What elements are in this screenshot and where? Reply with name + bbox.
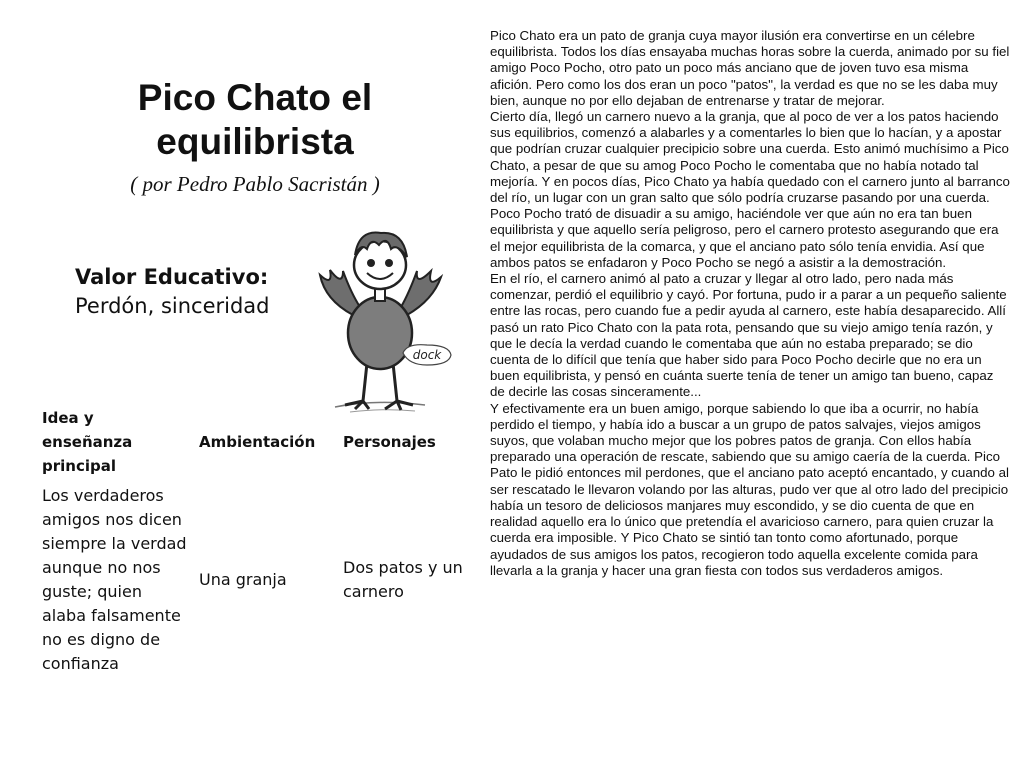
story-paragraph: Pico Chato era un pato de granja cuya mayor ilusión era convertirse en un célebre equilibrista. Todos los días ensayaba muchas horas sobre la cuerda, animado por su fiel amigo Poco Pocho, otro pato un poco más anciano que de joven tuvo esa misma afición. Pero como los dos eran un poco "patos", la verdad es que no se les daba muy bien, aunque no por ello dejaban de entrenarse y tratar de mejorar.: [490, 28, 1010, 108]
header-idea: Idea y enseñanza principal: [42, 409, 133, 475]
table-header-row: [36, 400, 476, 484]
cell-personajes: Dos patos y un carnero: [343, 558, 463, 601]
header-personajes: Personajes: [343, 433, 436, 451]
story-paragraph: Y efectivamente era un buen amigo, porque sabiendo lo que iba a ocurrir, no había perdido el tiempo, y había ido a buscar a un grupo de patos salvajes, viejos amigos suyos, que volaban mucho mejor que los pobres patos de granja. Con ellos había preparado una operación de rescate, sabiendo que su amigo caería de la cuerda. Pico Pato le pidió entonces mil perdones, que el anciano pato aceptó encantado, y cuando al ser rescatado le llevaron volando por las alturas, pudo ver que al otro lado del precipicio había un tesoro de deliciosos manjares muy escondido, y se dio cuenta de que en realidad aquello era lo único que pretendía el avaricioso carnero, para quien cruzar la cuerda era imposible. Y Pico Chato se sintió tan tonto como afortunado, porque ayudados de sus amigos los patos, recogieron todo aquella excelente comida para llevarla a la granja y hacer una gran fiesta con todos sus verdaderos amigos.: [490, 400, 1009, 578]
valor-educativo-label: Valor Educativo:: [75, 265, 269, 289]
story-paragraph: En el río, el carnero animó al pato a cruzar y llegar al otro lado, pero nada más comenzar, perdió el equilibrio y cayó. Por fortuna, pudo ir a parar a un pequeño saliente entre las rocas, pero cuando fue a pedir ayuda al carnero, este había desaparecido. Allí pasó un rato Pico Chato con la pata rota, pensando que su viejo amigo tenía razón, y que le decía la verdad cuando le comentaba que aún no estaba preparado; se dio cuenta de lo difícil que tenía que haber sido para Poco Pocho decirle que no era un buen equilibrista, y pensó en cuánta suerte tenía de tener un amigo tan bueno, capaz de decirle las cosas sinceramente...: [490, 271, 1007, 400]
story-paragraph: Cierto día, llegó un carnero nuevo a la granja, que al poco de ver a los patos haciendo sus equilibrios, comenzó a alabarles y a comentarles lo bien que lo hacían, y a apostar que podrían cruzar cualquier precipicio sobre una cuerda. Esto animó muchísimo a Pico Chato, a pesar de que su amog Poco Pocho le comentaba que no había notado tal mejoría. Y en pocos días, Pico Chato ya había quedado con el carnero junto al barranco del río, un lugar con un gran salto que sólo podría cruzarse pasando por una cuerda.: [490, 109, 1010, 206]
summary-table: [36, 400, 476, 676]
story-text: [490, 28, 1010, 579]
duck-caption: dock: [412, 348, 442, 362]
header-ambientacion: Ambientación: [199, 433, 316, 451]
table-row: [36, 484, 476, 676]
valor-educativo-value: Perdón, sinceridad: [75, 294, 270, 318]
cell-idea: Los verdaderos amigos nos dicen siempre la verdad aunque no nos guste; quien alaba falsamente no es digno de confianza: [42, 486, 187, 673]
page-title: Pico Chato el equilibrista: [137, 77, 373, 162]
cell-ambientacion: Una granja: [199, 570, 287, 589]
story-paragraph: Poco Pocho trató de disuadir a su amigo, haciéndole ver que aún no era tan buen equilibrista y que aquello sería peligroso, pero el carnero protesto asegurando que era el mejor equilibrista de la comarca, y que el anciano pato sólo tenía envidia. Así que ambos patos se enfadaron y Poco Pocho se negó a asistir a la demostración.: [490, 206, 999, 270]
duck-cartoon-icon: [315, 215, 465, 415]
author-subtitle: ( por Pedro Pablo Sacristán ): [130, 172, 380, 196]
